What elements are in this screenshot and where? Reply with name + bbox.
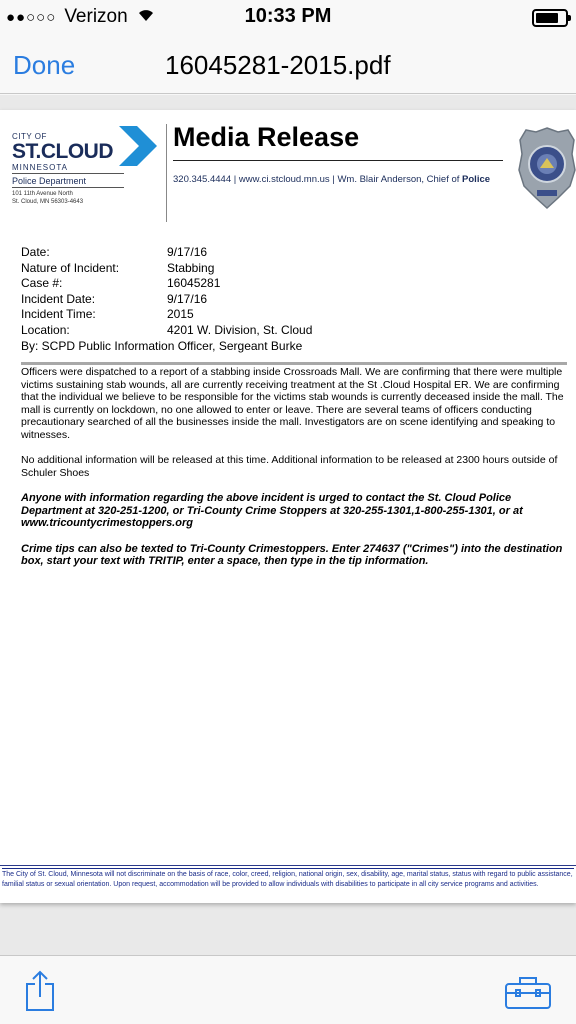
field-label: Incident Date: — [21, 291, 96, 306]
signal-strength: ●●○○○ — [6, 8, 57, 26]
field-label: Location: — [21, 322, 70, 337]
field-value: 4201 W. Division, St. Cloud — [167, 322, 313, 337]
title-rule — [173, 160, 503, 161]
incident-fields — [21, 245, 541, 353]
contact-chief: Wm. Blair Anderson, Chief of — [337, 174, 463, 185]
field-row — [21, 323, 541, 339]
byline: By: SCPD Public Information Officer, Sergeant Burke — [21, 339, 303, 353]
text-tip-paragraph: Crime tips can also be texted to Tri-County Crimestoppers. Enter 274637 ("Crimes") into the destination box, start your text with TRITIP, enter a space, then type in the tip information. — [21, 542, 563, 567]
logo-address-2: St. Cloud, MN 56303-4643 — [12, 199, 84, 205]
contact-line: 320.345.4444 | www.ci.stcloud.mn.us | Wm. Blair Anderson, Chief of Police — [173, 174, 491, 185]
logo-state: MINNESOTA — [12, 163, 124, 174]
pdf-page — [0, 110, 576, 903]
field-label: Case #: — [21, 276, 63, 290]
contact-website: www.ci.stcloud.mn.us — [238, 174, 330, 185]
field-value: Stabbing — [167, 260, 215, 275]
body-paragraph: Officers were dispatched to a report of a stabbing inside Crossroads Mall. We are confirming that there were multiple victims sustaining stab wounds, all are currently receiving treatment at the St .Cloud Hospital ER. We are confirming that the individual we believe to be responsible for the victims stab wounds is currently deceased inside the mall. The mall is currently on lockdown, no one allowed to enter or leave. There are several teams of officers conducting precautionary searched of all the businesses inside the mall. Investigators are on scene identifying and speaking to witnesses. — [21, 366, 564, 441]
header-divider — [166, 124, 167, 222]
logo-name: ST.CLOUD — [12, 140, 113, 163]
field-row — [21, 245, 541, 261]
carrier-name: Verizon — [64, 6, 128, 27]
logo-department: Police Department — [12, 176, 124, 188]
contact-chief-bold: Police — [462, 174, 491, 185]
chevron-logo-icon — [115, 124, 159, 173]
field-row — [21, 307, 541, 323]
toolbox-icon[interactable] — [504, 974, 552, 1015]
done-button[interactable]: Done — [13, 50, 76, 80]
bottom-toolbar — [0, 955, 576, 1024]
field-row — [21, 276, 541, 292]
logo-address-1: 101 11th Avenue North — [12, 191, 73, 197]
contact-phone: 320.345.4444 — [173, 174, 232, 185]
field-row — [21, 292, 541, 308]
clock: 10:33 PM — [244, 5, 332, 27]
field-label: Nature of Incident: — [21, 260, 120, 275]
pdf-viewer[interactable] — [0, 95, 576, 955]
field-value: 9/17/16 — [167, 245, 208, 259]
battery-icon — [532, 9, 568, 27]
field-value: 16045281 — [167, 276, 221, 290]
field-label: Date: — [21, 245, 50, 259]
field-value: 2015 — [167, 307, 194, 321]
release-body — [21, 366, 567, 581]
navigation-bar — [0, 40, 576, 94]
media-release-title: Media Release — [173, 122, 360, 152]
contact-paragraph: Anyone with information regarding the above incident is urged to contact the St. Cloud Police Department at 320-251-1200, or Tri-County Crime Stoppers at 320-255-1301,1-800-255-1301, or at www.tricountycrimestoppers.org — [21, 492, 523, 529]
section-rule — [21, 362, 567, 365]
body-paragraph: No additional information will be released at this time. Additional information to be released at 2300 hours outside of Schuler Shoes — [21, 454, 558, 479]
share-icon[interactable] — [24, 970, 56, 1017]
field-label: Incident Time: — [21, 307, 96, 321]
logo-city-of: CITY OF — [12, 132, 47, 141]
field-row — [21, 261, 541, 277]
status-bar — [0, 0, 576, 40]
footer-text: The City of St. Cloud, Minnesota will not discriminate on the basis of race, color, creed, religion, national origin, sex, disability, age, marital status, status with regard to public assistance, familial status or sexual orientation. Upon request, accommodation will be provided to allow individuals with disabilities to participate in all city service programs and activities. — [2, 871, 573, 888]
field-value: 9/17/16 — [167, 291, 208, 306]
nondiscrimination-footer — [0, 865, 576, 903]
footer-rule — [2, 868, 574, 869]
document-title: 16045281-2015.pdf — [165, 50, 391, 80]
police-badge-icon — [518, 126, 576, 215]
